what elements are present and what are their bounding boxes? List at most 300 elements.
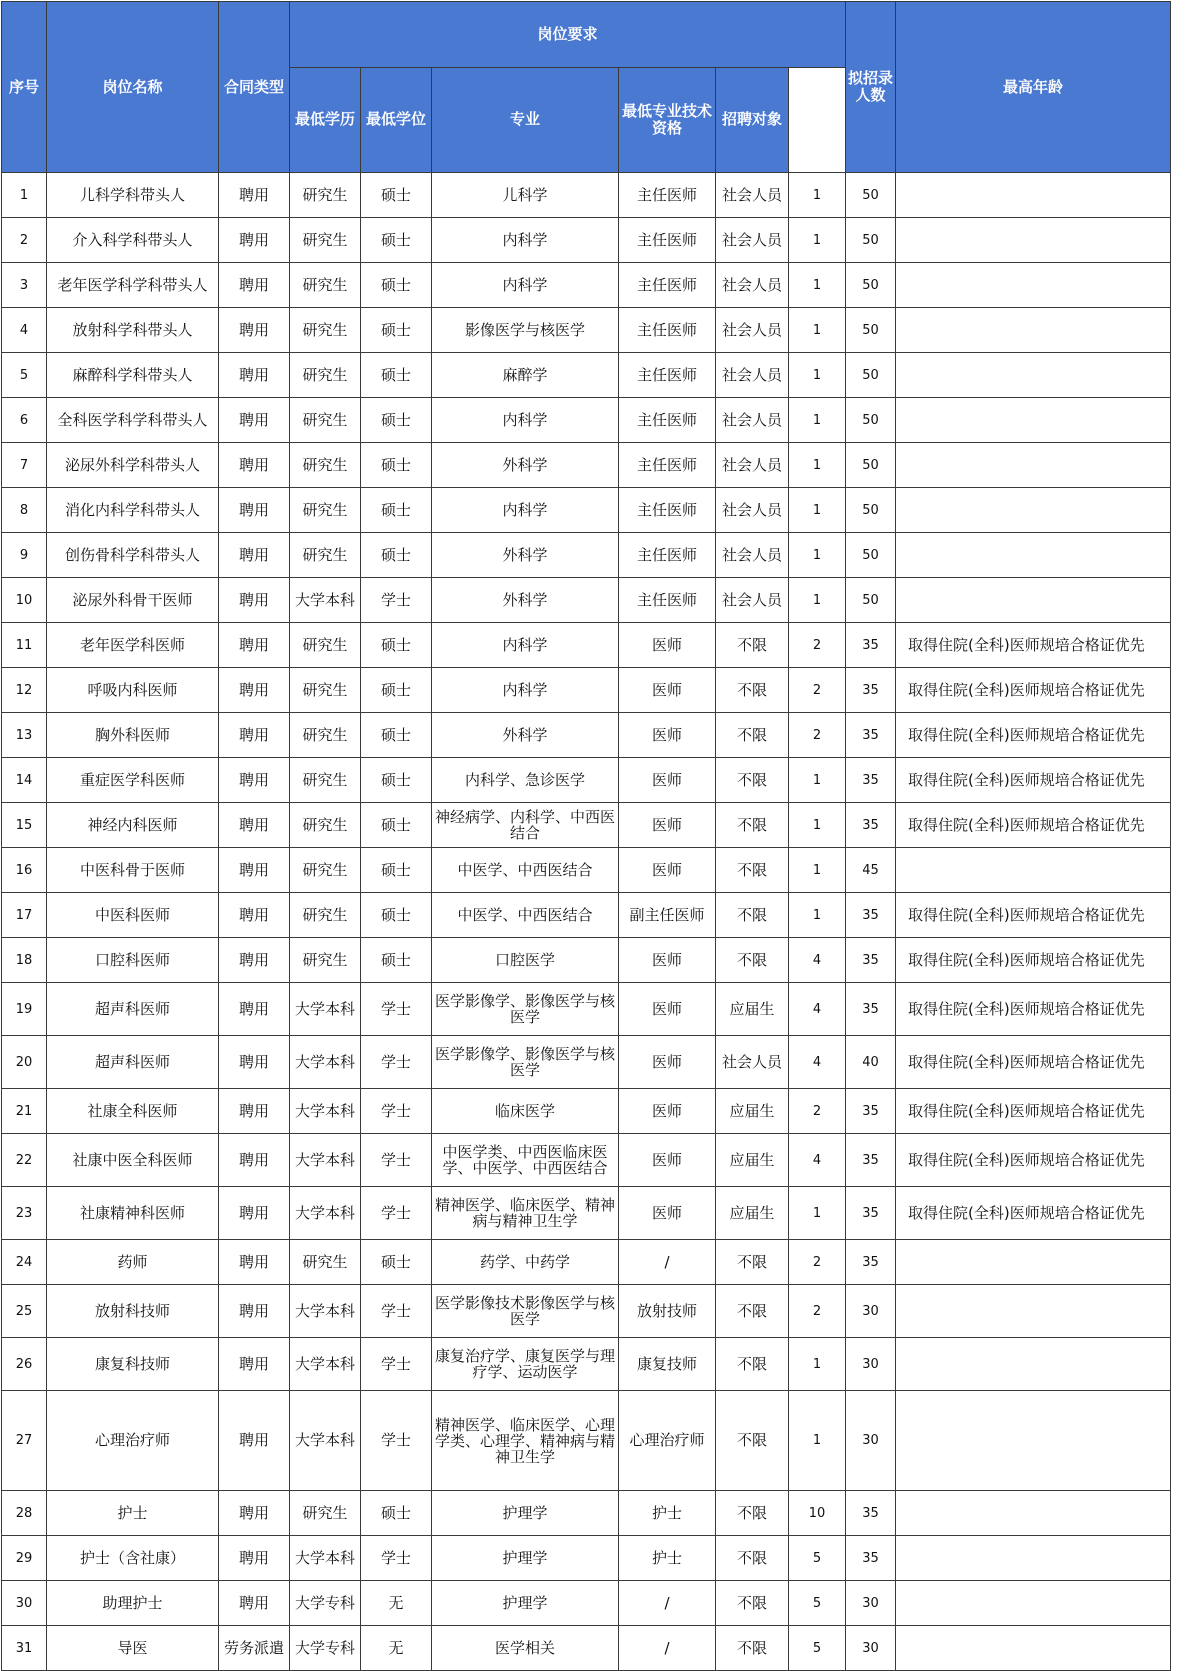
cell-contract: 聘用 [219, 1240, 290, 1285]
cell-contract: 聘用 [219, 308, 290, 353]
cell-no: 10 [2, 578, 47, 623]
cell-major: 内科学 [432, 668, 619, 713]
table-row [2, 578, 1171, 623]
cell-major: 医学影像学、影像医学与核医学 [432, 1036, 619, 1089]
cell-name: 导医 [47, 1626, 219, 1671]
cell-edu: 研究生 [290, 173, 361, 218]
cell-degree: 硕士 [361, 488, 432, 533]
cell-name: 超声科医师 [47, 1036, 219, 1089]
table-row [2, 1089, 1171, 1134]
cell-age: 35 [846, 893, 896, 938]
cell-age: 35 [846, 1187, 896, 1240]
cell-target: 不限 [716, 893, 789, 938]
cell-degree: 无 [361, 1626, 432, 1671]
cell-contract: 聘用 [219, 1134, 290, 1187]
cell-degree: 学士 [361, 1285, 432, 1338]
cell-target: 应届生 [716, 983, 789, 1036]
cell-degree: 硕士 [361, 443, 432, 488]
table-row [2, 533, 1171, 578]
cell-name: 药师 [47, 1240, 219, 1285]
cell-count: 4 [789, 983, 846, 1036]
cell-name: 胸外科医师 [47, 713, 219, 758]
header-age: 最高年龄 [896, 2, 1171, 173]
cell-contract: 聘用 [219, 398, 290, 443]
cell-contract: 聘用 [219, 803, 290, 848]
cell-no: 25 [2, 1285, 47, 1338]
cell-count: 4 [789, 1134, 846, 1187]
cell-other [896, 1285, 1171, 1338]
cell-no: 20 [2, 1036, 47, 1089]
cell-other: 取得住院(全科)医师规培合格证优先 [896, 758, 1171, 803]
cell-name: 社康精神科医师 [47, 1187, 219, 1240]
cell-title: / [619, 1581, 716, 1626]
cell-count: 4 [789, 1036, 846, 1089]
cell-no: 15 [2, 803, 47, 848]
cell-contract: 聘用 [219, 218, 290, 263]
cell-no: 31 [2, 1626, 47, 1671]
cell-edu: 研究生 [290, 263, 361, 308]
cell-no: 4 [2, 308, 47, 353]
table-header [2, 2, 1171, 173]
cell-degree: 硕士 [361, 308, 432, 353]
table-row [2, 218, 1171, 263]
cell-degree: 硕士 [361, 713, 432, 758]
table-row [2, 443, 1171, 488]
cell-age: 50 [846, 308, 896, 353]
cell-age: 35 [846, 1491, 896, 1536]
cell-contract: 聘用 [219, 668, 290, 713]
cell-contract: 聘用 [219, 713, 290, 758]
cell-count: 1 [789, 173, 846, 218]
cell-other [896, 1491, 1171, 1536]
table-row [2, 308, 1171, 353]
cell-target: 应届生 [716, 1187, 789, 1240]
cell-major: 护理学 [432, 1581, 619, 1626]
cell-title: 医师 [619, 803, 716, 848]
cell-no: 7 [2, 443, 47, 488]
cell-other [896, 308, 1171, 353]
cell-name: 老年医学科医师 [47, 623, 219, 668]
cell-edu: 研究生 [290, 1491, 361, 1536]
table-row [2, 983, 1171, 1036]
cell-count: 1 [789, 893, 846, 938]
cell-title: 主任医师 [619, 353, 716, 398]
table-row [2, 1391, 1171, 1491]
cell-name: 消化内科学科带头人 [47, 488, 219, 533]
cell-edu: 大学本科 [290, 578, 361, 623]
header-contract: 合同类型 [219, 2, 290, 173]
cell-target: 社会人员 [716, 443, 789, 488]
cell-no: 19 [2, 983, 47, 1036]
table-row [2, 668, 1171, 713]
cell-other [896, 1391, 1171, 1491]
cell-title: 主任医师 [619, 308, 716, 353]
table-row [2, 1338, 1171, 1391]
cell-major: 儿科学 [432, 173, 619, 218]
recruitment-table [1, 1, 1171, 1671]
cell-title: 康复技师 [619, 1338, 716, 1391]
table-row [2, 1491, 1171, 1536]
cell-degree: 硕士 [361, 533, 432, 578]
cell-major: 康复治疗学、康复医学与理疗学、运动医学 [432, 1338, 619, 1391]
cell-degree: 学士 [361, 983, 432, 1036]
cell-age: 35 [846, 623, 896, 668]
cell-no: 2 [2, 218, 47, 263]
cell-edu: 研究生 [290, 758, 361, 803]
cell-degree: 硕士 [361, 848, 432, 893]
cell-age: 35 [846, 713, 896, 758]
table-row [2, 1285, 1171, 1338]
cell-other [896, 533, 1171, 578]
cell-no: 12 [2, 668, 47, 713]
cell-title: 主任医师 [619, 443, 716, 488]
cell-edu: 大学本科 [290, 1338, 361, 1391]
cell-count: 2 [789, 623, 846, 668]
cell-no: 21 [2, 1089, 47, 1134]
cell-target: 不限 [716, 1581, 789, 1626]
cell-major: 口腔医学 [432, 938, 619, 983]
table-row [2, 893, 1171, 938]
cell-no: 3 [2, 263, 47, 308]
cell-target: 社会人员 [716, 173, 789, 218]
table-row [2, 398, 1171, 443]
cell-other [896, 218, 1171, 263]
cell-target: 不限 [716, 1338, 789, 1391]
cell-name: 创伤骨科学科带头人 [47, 533, 219, 578]
cell-degree: 硕士 [361, 1240, 432, 1285]
cell-other [896, 848, 1171, 893]
cell-other [896, 1240, 1171, 1285]
cell-count: 2 [789, 668, 846, 713]
cell-edu: 研究生 [290, 623, 361, 668]
cell-age: 35 [846, 983, 896, 1036]
cell-major: 中医学类、中西医临床医学、中医学、中西医结合 [432, 1134, 619, 1187]
cell-name: 儿科学科带头人 [47, 173, 219, 218]
cell-other [896, 353, 1171, 398]
table-row [2, 1036, 1171, 1089]
cell-edu: 大学本科 [290, 1089, 361, 1134]
cell-contract: 聘用 [219, 983, 290, 1036]
cell-name: 全科医学科学科带头人 [47, 398, 219, 443]
cell-age: 35 [846, 803, 896, 848]
cell-contract: 聘用 [219, 758, 290, 803]
cell-no: 28 [2, 1491, 47, 1536]
cell-edu: 大学本科 [290, 1391, 361, 1491]
cell-degree: 学士 [361, 1338, 432, 1391]
cell-target: 不限 [716, 668, 789, 713]
cell-no: 5 [2, 353, 47, 398]
cell-other [896, 1536, 1171, 1581]
cell-count: 1 [789, 758, 846, 803]
cell-no: 24 [2, 1240, 47, 1285]
cell-target: 不限 [716, 1285, 789, 1338]
cell-contract: 聘用 [219, 488, 290, 533]
cell-target: 社会人员 [716, 398, 789, 443]
cell-name: 超声科医师 [47, 983, 219, 1036]
cell-title: 医师 [619, 623, 716, 668]
cell-count: 1 [789, 353, 846, 398]
cell-contract: 聘用 [219, 1581, 290, 1626]
cell-contract: 聘用 [219, 578, 290, 623]
cell-count: 1 [789, 848, 846, 893]
cell-count: 1 [789, 488, 846, 533]
cell-target: 不限 [716, 1391, 789, 1491]
cell-name: 呼吸内科医师 [47, 668, 219, 713]
table-row [2, 263, 1171, 308]
cell-title: 医师 [619, 758, 716, 803]
cell-title: 医师 [619, 848, 716, 893]
cell-age: 50 [846, 488, 896, 533]
cell-no: 6 [2, 398, 47, 443]
cell-age: 50 [846, 398, 896, 443]
cell-target: 不限 [716, 803, 789, 848]
cell-major: 内科学 [432, 488, 619, 533]
cell-count: 1 [789, 803, 846, 848]
cell-contract: 聘用 [219, 893, 290, 938]
cell-title: 医师 [619, 668, 716, 713]
cell-age: 35 [846, 668, 896, 713]
cell-other [896, 1338, 1171, 1391]
cell-contract: 聘用 [219, 938, 290, 983]
cell-count: 1 [789, 533, 846, 578]
cell-major: 中医学、中西医结合 [432, 848, 619, 893]
cell-count: 1 [789, 1338, 846, 1391]
cell-major: 外科学 [432, 443, 619, 488]
cell-name: 助理护士 [47, 1581, 219, 1626]
cell-edu: 研究生 [290, 938, 361, 983]
header-no: 序号 [2, 2, 47, 173]
cell-contract: 聘用 [219, 533, 290, 578]
cell-name: 重症医学科医师 [47, 758, 219, 803]
cell-major: 内科学、急诊医学 [432, 758, 619, 803]
cell-name: 放射科技师 [47, 1285, 219, 1338]
cell-degree: 学士 [361, 1391, 432, 1491]
cell-title: 心理治疗师 [619, 1391, 716, 1491]
cell-contract: 聘用 [219, 173, 290, 218]
table-body [2, 173, 1171, 1671]
cell-contract: 聘用 [219, 353, 290, 398]
cell-title: 医师 [619, 1089, 716, 1134]
cell-no: 11 [2, 623, 47, 668]
cell-major: 中医学、中西医结合 [432, 893, 619, 938]
header-count: 拟招录人数 [846, 2, 896, 173]
cell-edu: 研究生 [290, 308, 361, 353]
cell-age: 50 [846, 578, 896, 623]
cell-major: 外科学 [432, 578, 619, 623]
cell-other: 取得住院(全科)医师规培合格证优先 [896, 983, 1171, 1036]
cell-major: 麻醉学 [432, 353, 619, 398]
cell-no: 9 [2, 533, 47, 578]
cell-target: 社会人员 [716, 308, 789, 353]
cell-count: 4 [789, 938, 846, 983]
cell-other: 取得住院(全科)医师规培合格证优先 [896, 1036, 1171, 1089]
cell-other [896, 263, 1171, 308]
table-row [2, 1581, 1171, 1626]
table-row [2, 623, 1171, 668]
cell-major: 内科学 [432, 623, 619, 668]
cell-name: 介入科学科带头人 [47, 218, 219, 263]
cell-count: 1 [789, 1187, 846, 1240]
cell-target: 社会人员 [716, 533, 789, 578]
cell-title: 副主任医师 [619, 893, 716, 938]
cell-age: 50 [846, 263, 896, 308]
cell-no: 18 [2, 938, 47, 983]
cell-name: 护士（含社康） [47, 1536, 219, 1581]
table-row [2, 803, 1171, 848]
cell-degree: 学士 [361, 1036, 432, 1089]
cell-major: 医学影像技术影像医学与核医学 [432, 1285, 619, 1338]
cell-name: 心理治疗师 [47, 1391, 219, 1491]
header-edu: 最低学历 [290, 67, 361, 172]
cell-age: 50 [846, 353, 896, 398]
cell-target: 社会人员 [716, 218, 789, 263]
cell-name: 老年医学科学科带头人 [47, 263, 219, 308]
cell-title: 主任医师 [619, 533, 716, 578]
cell-age: 30 [846, 1285, 896, 1338]
cell-major: 神经病学、内科学、中西医结合 [432, 803, 619, 848]
cell-no: 13 [2, 713, 47, 758]
cell-edu: 大学专科 [290, 1626, 361, 1671]
cell-other [896, 398, 1171, 443]
cell-degree: 硕士 [361, 668, 432, 713]
cell-other [896, 443, 1171, 488]
cell-name: 泌尿外科骨干医师 [47, 578, 219, 623]
table-row [2, 1536, 1171, 1581]
cell-title: 主任医师 [619, 488, 716, 533]
header-group-requirements: 岗位要求 [290, 2, 846, 68]
cell-degree: 学士 [361, 1089, 432, 1134]
cell-target: 社会人员 [716, 353, 789, 398]
header-degree: 最低学位 [361, 67, 432, 172]
cell-degree: 硕士 [361, 173, 432, 218]
cell-count: 2 [789, 1285, 846, 1338]
cell-no: 16 [2, 848, 47, 893]
cell-age: 35 [846, 1134, 896, 1187]
cell-count: 5 [789, 1581, 846, 1626]
cell-count: 5 [789, 1536, 846, 1581]
cell-contract: 聘用 [219, 848, 290, 893]
table-row [2, 713, 1171, 758]
cell-contract: 劳务派遣 [219, 1626, 290, 1671]
cell-age: 35 [846, 758, 896, 803]
header-target: 招聘对象 [716, 67, 789, 172]
cell-age: 45 [846, 848, 896, 893]
cell-major: 内科学 [432, 218, 619, 263]
cell-title: 医师 [619, 1134, 716, 1187]
cell-degree: 硕士 [361, 893, 432, 938]
cell-major: 精神医学、临床医学、心理学类、心理学、精神病与精神卫生学 [432, 1391, 619, 1491]
cell-count: 1 [789, 1391, 846, 1491]
table-row [2, 758, 1171, 803]
cell-contract: 聘用 [219, 1491, 290, 1536]
cell-other: 取得住院(全科)医师规培合格证优先 [896, 668, 1171, 713]
cell-edu: 大学本科 [290, 1036, 361, 1089]
cell-title: 医师 [619, 1036, 716, 1089]
cell-major: 影像医学与核医学 [432, 308, 619, 353]
cell-other: 取得住院(全科)医师规培合格证优先 [896, 1134, 1171, 1187]
cell-target: 不限 [716, 758, 789, 803]
cell-name: 麻醉科学科带头人 [47, 353, 219, 398]
cell-other: 取得住院(全科)医师规培合格证优先 [896, 1089, 1171, 1134]
header-major: 专业 [432, 67, 619, 172]
cell-age: 35 [846, 1240, 896, 1285]
cell-target: 社会人员 [716, 263, 789, 308]
cell-edu: 研究生 [290, 893, 361, 938]
cell-other [896, 1581, 1171, 1626]
cell-degree: 硕士 [361, 623, 432, 668]
cell-other [896, 488, 1171, 533]
cell-major: 医学相关 [432, 1626, 619, 1671]
header-name: 岗位名称 [47, 2, 219, 173]
cell-target: 不限 [716, 1536, 789, 1581]
cell-age: 35 [846, 938, 896, 983]
cell-contract: 聘用 [219, 1338, 290, 1391]
cell-degree: 硕士 [361, 758, 432, 803]
cell-edu: 研究生 [290, 533, 361, 578]
cell-target: 社会人员 [716, 578, 789, 623]
cell-target: 不限 [716, 1491, 789, 1536]
cell-edu: 研究生 [290, 218, 361, 263]
cell-title: 主任医师 [619, 578, 716, 623]
cell-count: 1 [789, 398, 846, 443]
cell-no: 17 [2, 893, 47, 938]
table-row [2, 173, 1171, 218]
cell-edu: 研究生 [290, 398, 361, 443]
cell-age: 50 [846, 443, 896, 488]
cell-title: 医师 [619, 713, 716, 758]
cell-count: 2 [789, 1089, 846, 1134]
cell-name: 神经内科医师 [47, 803, 219, 848]
cell-degree: 硕士 [361, 803, 432, 848]
cell-other: 取得住院(全科)医师规培合格证优先 [896, 623, 1171, 668]
cell-no: 14 [2, 758, 47, 803]
cell-age: 35 [846, 1089, 896, 1134]
cell-major: 临床医学 [432, 1089, 619, 1134]
cell-edu: 大学专科 [290, 1581, 361, 1626]
cell-contract: 聘用 [219, 443, 290, 488]
cell-title: 主任医师 [619, 173, 716, 218]
cell-edu: 大学本科 [290, 1285, 361, 1338]
header-title: 最低专业技术资格 [619, 67, 716, 172]
cell-name: 口腔科医师 [47, 938, 219, 983]
cell-contract: 聘用 [219, 1536, 290, 1581]
cell-no: 8 [2, 488, 47, 533]
cell-other [896, 173, 1171, 218]
cell-age: 30 [846, 1581, 896, 1626]
cell-target: 不限 [716, 848, 789, 893]
cell-degree: 硕士 [361, 398, 432, 443]
cell-edu: 研究生 [290, 803, 361, 848]
cell-other: 取得住院(全科)医师规培合格证优先 [896, 938, 1171, 983]
cell-edu: 研究生 [290, 488, 361, 533]
cell-target: 不限 [716, 938, 789, 983]
cell-contract: 聘用 [219, 1285, 290, 1338]
cell-edu: 研究生 [290, 1240, 361, 1285]
cell-title: 医师 [619, 1187, 716, 1240]
cell-major: 医学影像学、影像医学与核医学 [432, 983, 619, 1036]
cell-count: 1 [789, 578, 846, 623]
cell-name: 社康中医全科医师 [47, 1134, 219, 1187]
cell-no: 23 [2, 1187, 47, 1240]
table-row [2, 1240, 1171, 1285]
cell-target: 不限 [716, 623, 789, 668]
cell-age: 35 [846, 1536, 896, 1581]
cell-edu: 大学本科 [290, 1134, 361, 1187]
cell-count: 2 [789, 713, 846, 758]
cell-other: 取得住院(全科)医师规培合格证优先 [896, 893, 1171, 938]
cell-contract: 聘用 [219, 1391, 290, 1491]
cell-age: 30 [846, 1391, 896, 1491]
